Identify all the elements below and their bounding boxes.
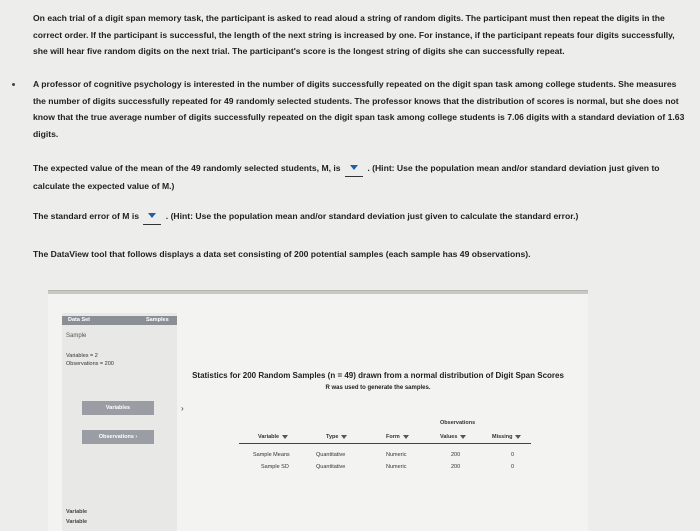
column-header-type[interactable] <box>326 434 347 440</box>
cell-form: Numeric <box>386 452 407 458</box>
header-underline <box>239 443 531 444</box>
column-header-values-label: Values <box>440 434 458 440</box>
dataview-description: The DataView tool that follows displays a data set consisting of 200 potential samples (each sample has 49 observations). <box>33 249 531 259</box>
column-header-missing-label: Missing <box>492 434 513 440</box>
dropdown-arrow-icon <box>148 213 156 218</box>
question-standard-error <box>33 208 688 226</box>
sample-name: Sample <box>66 333 87 339</box>
dataview-subtitle: R was used to generate the samples. <box>325 385 431 391</box>
cell-values: 200 <box>451 464 461 470</box>
variables-button[interactable]: Variables <box>82 401 154 415</box>
column-header-type-label: Type <box>326 434 339 440</box>
question-standard-error-hint: . (Hint: Use the population mean and/or standard deviation just given to calculate the standard error.) <box>165 211 579 221</box>
dataview-right-panel <box>178 370 578 391</box>
column-header-values[interactable] <box>440 434 466 440</box>
column-header-variable[interactable] <box>258 434 288 440</box>
sort-icon <box>515 435 521 439</box>
expected-value-dropdown[interactable] <box>345 159 363 177</box>
observations-button[interactable] <box>82 430 154 444</box>
question-expected-value <box>33 160 688 194</box>
cell-type: Quantitative <box>316 452 346 458</box>
bullet-dot <box>12 83 15 86</box>
sort-icon <box>341 435 347 439</box>
cell-missing: 0 <box>511 464 515 470</box>
chevron-right-icon: › <box>135 434 138 440</box>
question-expected-value-hint: . (Hint: Use the population mean and/or standard deviation just given to calculate the expected value of M.) <box>33 163 660 191</box>
dataview-title: Statistics for 200 Random Samples (n = 49) drawn from a normal distribution of Digit Span Scores <box>192 371 564 380</box>
variables-count: Variables = 2 <box>66 353 98 359</box>
cell-variable: Sample Means <box>253 452 290 458</box>
dataset-meta <box>66 352 114 368</box>
column-header-form[interactable] <box>386 434 409 440</box>
observations-count: Observations = 200 <box>66 361 114 367</box>
column-header-variable-label: Variable <box>258 434 280 440</box>
observations-header: Observations <box>440 420 476 426</box>
question-expected-value-text: The expected value of the mean of the 49 randomly selected students, M, is <box>33 163 341 173</box>
variable-label: Variable <box>66 519 88 525</box>
cell-variable: Sample SD <box>261 464 289 470</box>
dataview-tabs <box>62 316 177 325</box>
cell-form: Numeric <box>386 464 407 470</box>
cell-missing: 0 <box>511 452 515 458</box>
dropdown-arrow-icon <box>350 165 358 170</box>
tab-data-set[interactable]: Data Set <box>68 317 91 323</box>
sort-icon <box>282 435 288 439</box>
tab-samples[interactable]: Samples <box>146 317 169 323</box>
variable-label: Variable <box>66 509 88 515</box>
observations-button-label: Observations <box>98 434 134 440</box>
intro-paragraph-2: A professor of cognitive psychology is interested in the number of digits successfully repeated on the digit span task among college students. She measures the number of digits successfully repeated for 49 randomly selected students. The professor knows that the distribution of scores is normal, but she does not know that the true average number of digits successfully repeated on the digit span task among college students is 7.06 digits with a standard deviation of 1.63 digits. <box>33 79 685 139</box>
standard-error-dropdown[interactable] <box>143 207 161 225</box>
sort-icon <box>460 435 466 439</box>
question-standard-error-text: The standard error of M is <box>33 211 140 221</box>
cell-type: Quantitative <box>316 464 346 470</box>
intro-paragraph-1: On each trial of a digit span memory task, the participant is asked to read aloud a string of random digits. The participant must then repeat the digits in the correct order. If the participant is successful, the length of the next string is increased by one. For instance, if the participant repeats four digits successfully, she will hear five random digits on the next trial. The participant's score is the longest string of digits she can successfully repeat. <box>33 13 675 56</box>
cell-values: 200 <box>451 452 461 458</box>
column-header-missing[interactable] <box>492 434 521 440</box>
sort-icon <box>403 435 409 439</box>
dataview-left-panel <box>62 313 177 531</box>
chevron-right-icon: › <box>181 404 184 413</box>
column-header-form-label: Form <box>386 434 400 440</box>
